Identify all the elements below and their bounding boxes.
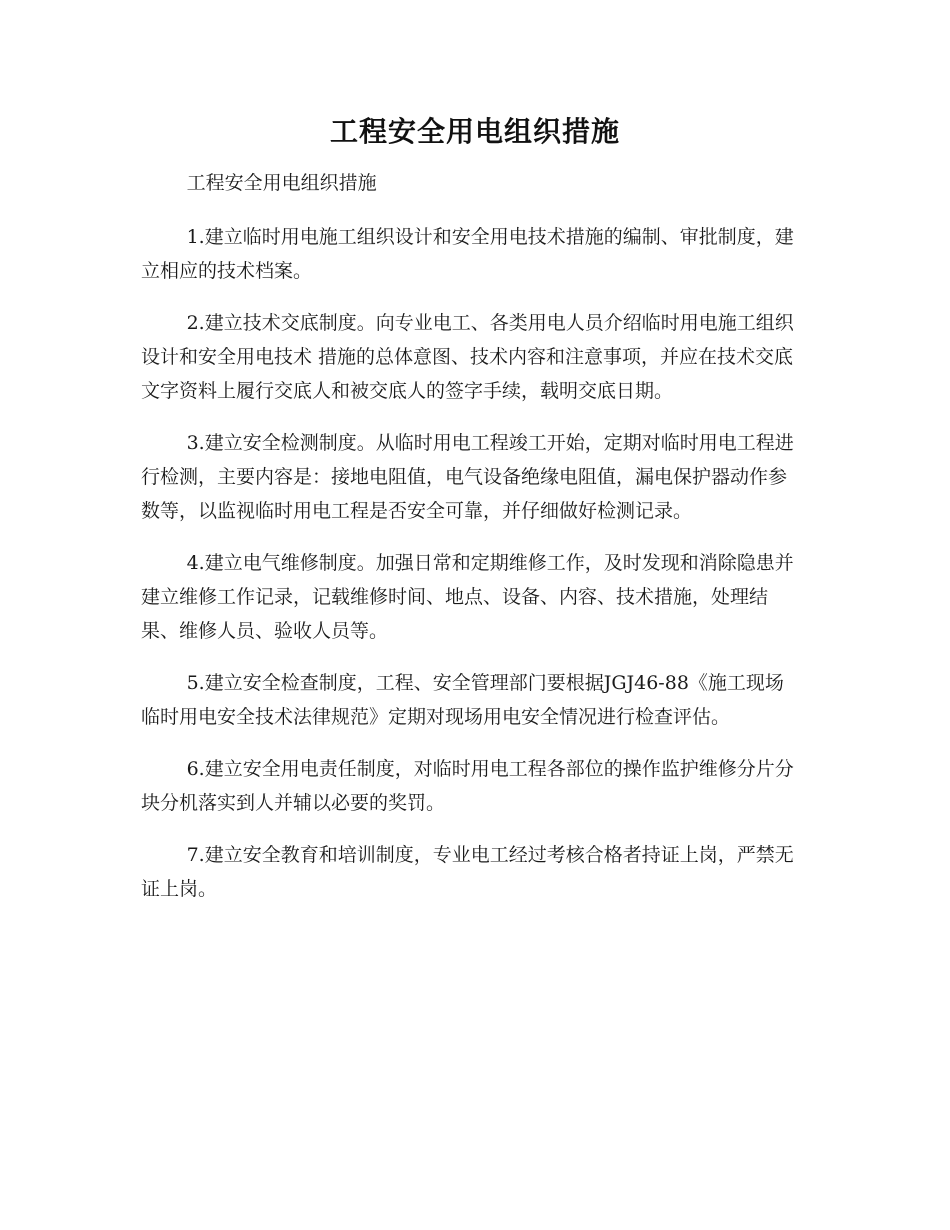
paragraph-7: 7.建立安全教育和培训制度，专业电工经过考核合格者持证上岗，严禁无证上岗。 (141, 844, 794, 900)
paragraph-1: 1.建立临时用电施工组织设计和安全用电技术措施的编制、审批制度，建立相应的技术档案。 (141, 226, 794, 282)
document-subtitle: 工程安全用电组织措施 (186, 172, 377, 194)
paragraph-4: 4.建立电气维修制度。加强日常和定期维修工作，及时发现和消除隐患并建立维修工作记录，记载维修时间、地点、设备、内容、技术措施，处理结果、维修人员、验收人员等。 (141, 552, 794, 642)
document-body (141, 166, 801, 924)
paragraph-5: 5.建立安全检查制度，工程、安全管理部门要根据JGJ46-88《施工现场临时用电安全技术法律规范》定期对现场用电安全情况进行检查评估。 (141, 672, 784, 728)
paragraph-3: 3.建立安全检测制度。从临时用电工程竣工开始，定期对临时用电工程进行检测，主要内容是：接地电阻值，电气设备绝缘电阻值，漏电保护器动作参数等，以监视临时用电工程是否安全可靠，并仔细做好检测记录。 (141, 432, 794, 522)
document-title: 工程安全用电组织措施 (329, 115, 620, 148)
paragraph-2: 2.建立技术交底制度。向专业电工、各类用电人员介绍临时用电施工组织设计和安全用电技术 措施的总体意图、技术内容和注意事项，并应在技术交底文字资料上履行交底人和被交底人的签字手续，载明交底日期。 (141, 312, 794, 402)
paragraph-6: 6.建立安全用电责任制度，对临时用电工程各部位的操作监护维修分片分块分机落实到人并辅以必要的奖罚。 (141, 758, 794, 814)
